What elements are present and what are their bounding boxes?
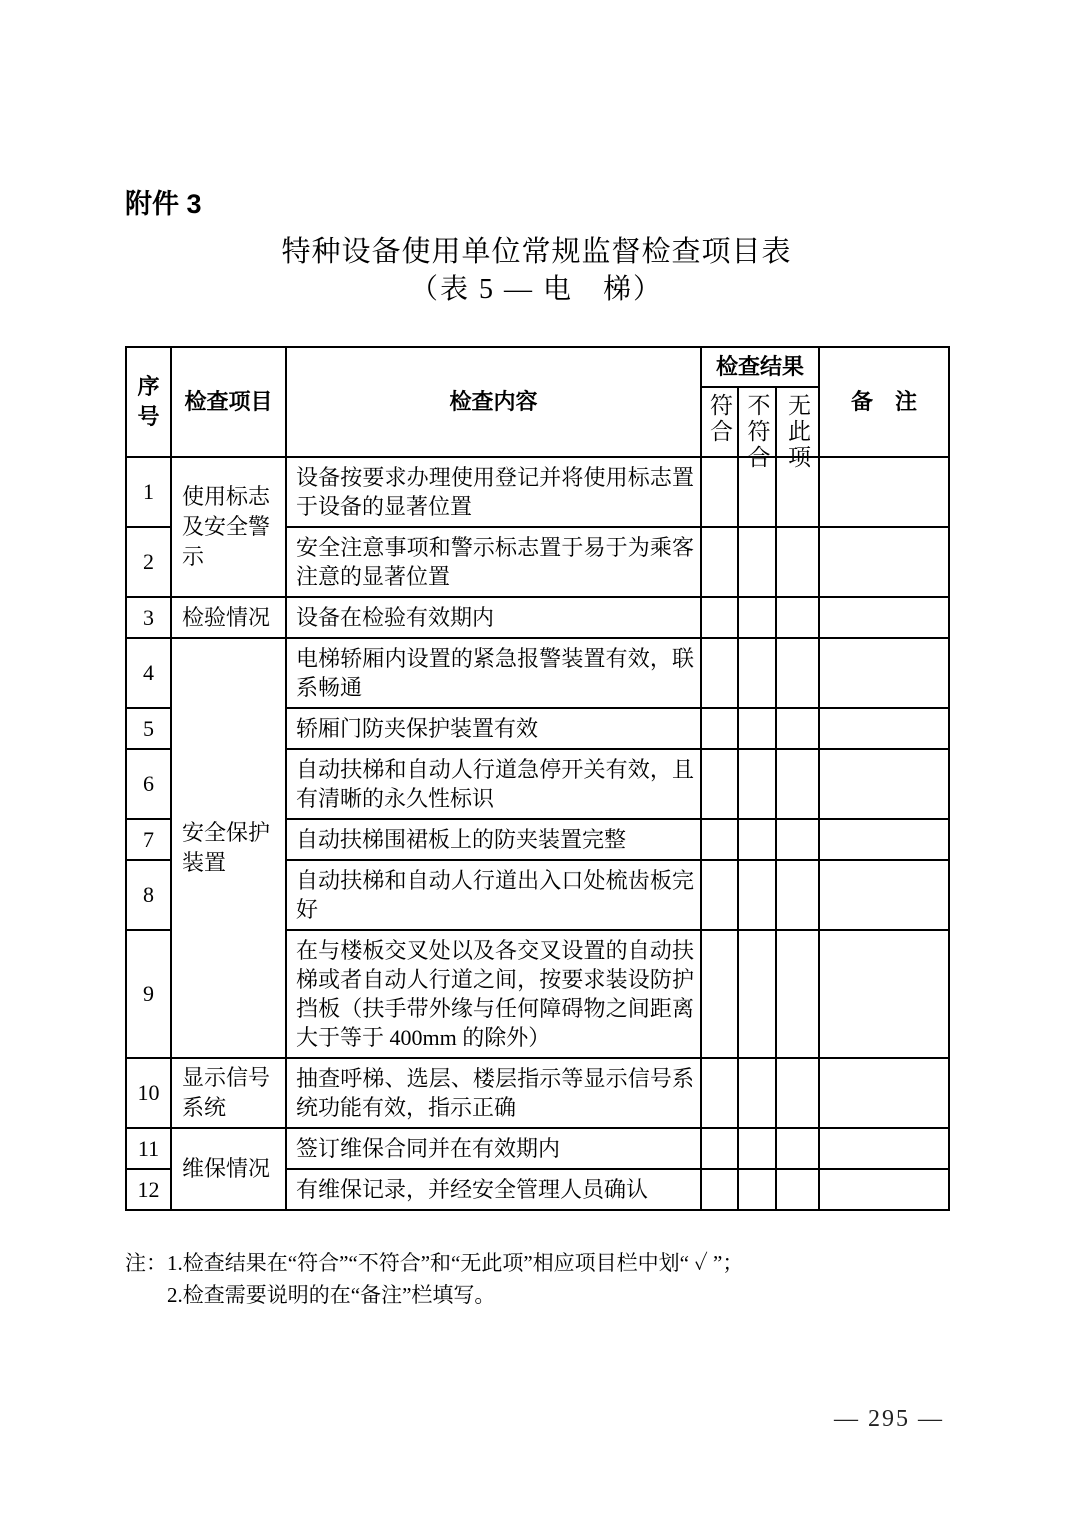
result-cell-nonconform	[738, 749, 776, 819]
page-number: — 295 —	[834, 1406, 944, 1432]
remark-cell	[819, 860, 949, 930]
remark-cell	[819, 749, 949, 819]
item-cell: 使用标志及安全警示	[171, 457, 286, 597]
seq-cell: 8	[126, 860, 171, 930]
result-cell-nonconform	[738, 1128, 776, 1169]
seq-cell: 10	[126, 1058, 171, 1128]
result-cell-na	[776, 749, 819, 819]
content-cell: 自动扶梯和自动人行道急停开关有效，且有清晰的永久性标识	[286, 749, 701, 819]
seq-cell: 11	[126, 1128, 171, 1169]
header-row-top	[126, 347, 949, 387]
result-cell-conform	[701, 1058, 738, 1128]
remark-cell	[819, 1169, 949, 1210]
result-cell-nonconform	[738, 708, 776, 749]
seq-cell: 4	[126, 638, 171, 708]
notes	[125, 1247, 948, 1311]
note-item-1: 1.检查结果在“符合”“不符合”和“无此项”相应项目栏中划“ ✓ ”；	[167, 1251, 744, 1275]
remark-cell	[819, 457, 949, 527]
remark-cell	[819, 638, 949, 708]
seq-cell: 12	[126, 1169, 171, 1210]
header-result-nonconform	[738, 387, 776, 471]
content-cell: 轿厢门防夹保护装置有效	[286, 708, 701, 749]
table-row	[126, 1058, 949, 1128]
result-cell-nonconform	[738, 930, 776, 1058]
table-row	[126, 597, 949, 638]
item-cell: 维保情况	[171, 1128, 286, 1210]
remark-cell	[819, 930, 949, 1058]
result-cell-conform	[701, 860, 738, 930]
remark-cell	[819, 1128, 949, 1169]
result-cell-nonconform	[738, 819, 776, 860]
header-result-na-label: 无此项	[785, 393, 810, 471]
content-cell: 安全注意事项和警示标志置于易于为乘客注意的显著位置	[286, 527, 701, 597]
attachment-label: 附件 3	[125, 189, 202, 219]
result-cell-conform	[701, 457, 738, 527]
content-cell: 抽查呼梯、选层、楼层指示等显示信号系统功能有效，指示正确	[286, 1058, 701, 1128]
result-cell-nonconform	[738, 527, 776, 597]
result-cell-na	[776, 1169, 819, 1210]
table-row	[126, 638, 949, 708]
content-cell: 签订维保合同并在有效期内	[286, 1128, 701, 1169]
result-cell-conform	[701, 819, 738, 860]
header-item: 检查项目	[171, 347, 286, 457]
inspection-table	[125, 346, 950, 1211]
header-seq: 序号	[126, 347, 171, 457]
remark-cell	[819, 1058, 949, 1128]
remark-cell	[819, 819, 949, 860]
result-cell-conform	[701, 597, 738, 638]
item-cell: 检验情况	[171, 597, 286, 638]
header-content: 检查内容	[286, 347, 701, 457]
notes-items	[167, 1247, 743, 1311]
item-cell: 安全保护装置	[171, 638, 286, 1058]
content-cell: 电梯轿厢内设置的紧急报警装置有效，联系畅通	[286, 638, 701, 708]
result-cell-nonconform	[738, 1169, 776, 1210]
result-cell-na	[776, 860, 819, 930]
header-result-conform	[701, 387, 738, 457]
result-cell-conform	[701, 638, 738, 708]
result-cell-na	[776, 1058, 819, 1128]
seq-cell: 1	[126, 457, 171, 527]
note-item-2: 2.检查需要说明的在“备注”栏填写。	[167, 1283, 496, 1307]
seq-cell: 3	[126, 597, 171, 638]
header-result-na	[776, 387, 819, 471]
result-cell-na	[776, 930, 819, 1058]
seq-cell: 7	[126, 819, 171, 860]
header-result-conform-label: 符合	[707, 393, 732, 445]
remark-cell	[819, 527, 949, 597]
result-cell-nonconform	[738, 597, 776, 638]
content-cell: 设备按要求办理使用登记并将使用标志置于设备的显著位置	[286, 457, 701, 527]
result-cell-na	[776, 708, 819, 749]
content-cell: 自动扶梯围裙板上的防夹装置完整	[286, 819, 701, 860]
result-cell-conform	[701, 708, 738, 749]
result-cell-conform	[701, 1169, 738, 1210]
seq-cell: 6	[126, 749, 171, 819]
result-cell-conform	[701, 749, 738, 819]
content-cell: 有维保记录，并经安全管理人员确认	[286, 1169, 701, 1210]
result-cell-na	[776, 1128, 819, 1169]
content-cell: 自动扶梯和自动人行道出入口处梳齿板完好	[286, 860, 701, 930]
document-content	[125, 0, 948, 1311]
result-cell-na	[776, 597, 819, 638]
header-result: 检查结果	[701, 347, 819, 387]
table-row	[126, 1128, 949, 1169]
notes-label: 注：	[125, 1251, 167, 1275]
result-cell-na	[776, 819, 819, 860]
result-cell-nonconform	[738, 1058, 776, 1128]
table-row	[126, 457, 949, 527]
content-cell: 在与楼板交叉处以及各交叉设置的自动扶梯或者自动人行道之间，按要求装设防护挡板（扶手带外缘与任何障碍物之间距离大于等于 400mm 的除外）	[286, 930, 701, 1058]
seq-cell: 9	[126, 930, 171, 1058]
table-header	[126, 347, 949, 471]
result-cell-conform	[701, 930, 738, 1058]
seq-cell: 5	[126, 708, 171, 749]
result-cell-na	[776, 638, 819, 708]
remark-cell	[819, 708, 949, 749]
result-cell-nonconform	[738, 860, 776, 930]
header-result-nonconform-label: 不符合	[744, 393, 770, 471]
content-cell: 设备在检验有效期内	[286, 597, 701, 638]
inspection-table-body	[126, 457, 949, 1210]
remark-cell	[819, 597, 949, 638]
result-cell-conform	[701, 527, 738, 597]
header-remark: 备 注	[819, 347, 949, 457]
result-cell-na	[776, 527, 819, 597]
seq-cell: 2	[126, 527, 171, 597]
result-cell-nonconform	[738, 638, 776, 708]
item-cell: 显示信号系统	[171, 1058, 286, 1128]
document-title: 特种设备使用单位常规监督检查项目表	[281, 236, 792, 268]
result-cell-conform	[701, 1128, 738, 1169]
document-subtitle: （表 5 — 电 梯）	[409, 274, 663, 305]
